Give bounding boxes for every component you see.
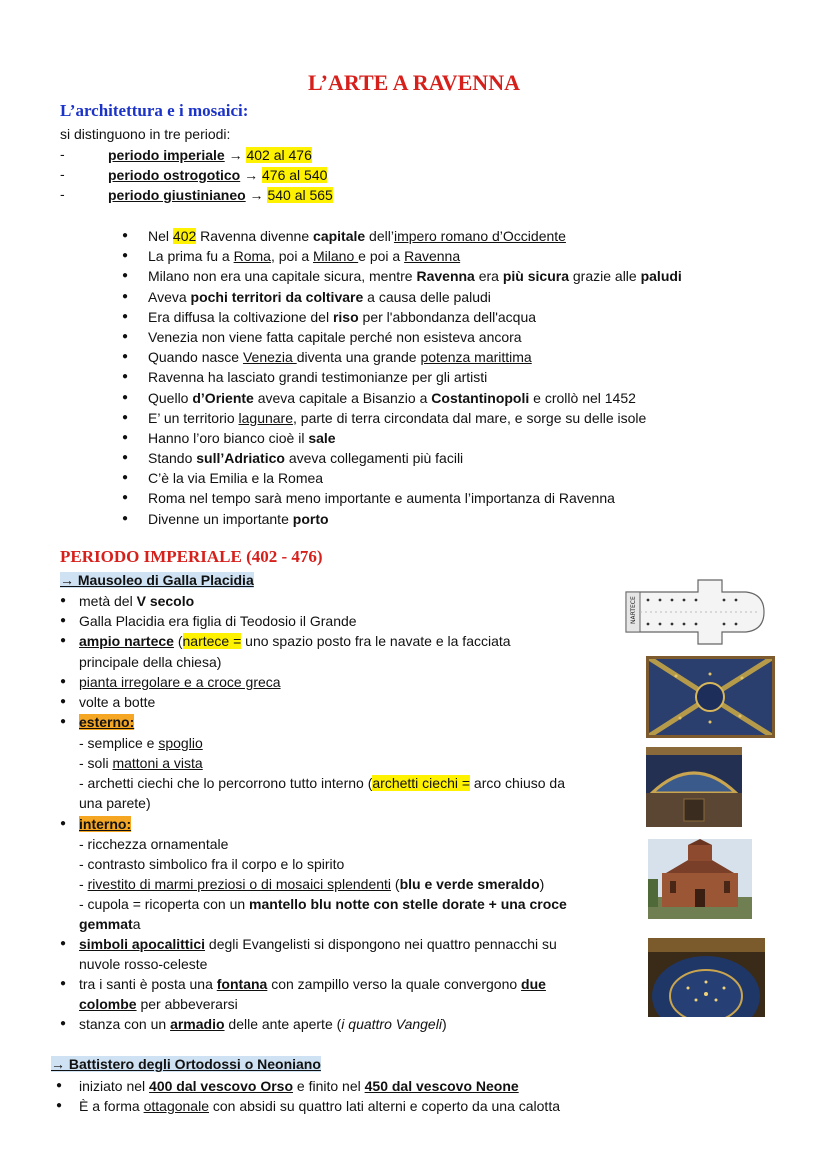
facts-list	[122, 227, 682, 530]
period-name: periodo imperiale	[108, 147, 225, 163]
lunette-mosaic-image	[646, 747, 742, 827]
list-item: ● La prima fu a Roma, poi a Milano e poi a Ravenna	[122, 247, 682, 267]
page-title: L’ARTE A RAVENNA	[308, 70, 520, 95]
dash: -	[60, 146, 65, 162]
bullet-dot: ●	[60, 938, 67, 949]
dash: -	[60, 186, 65, 202]
bullet-dot: ●	[60, 716, 67, 727]
mausoleo-line: stanza con un armadio delle ante aperte (i quattro Vangeli)	[79, 1016, 447, 1032]
arrow: →	[245, 187, 268, 203]
mausoleo-line: gemmata	[79, 916, 141, 932]
list-item: ● Quello d’Oriente aveva capitale a Bisanzio a Costantinopoli e crollò nel 1452	[122, 389, 682, 409]
exterior-building-image	[648, 839, 752, 919]
vault-mosaic-image	[646, 656, 775, 738]
mausoleo-line: volte a botte	[79, 694, 156, 710]
bullet-dot: ●	[60, 635, 67, 646]
mausoleo-line: principale della chiesa)	[79, 654, 222, 670]
battistero-line: È a forma ottagonale con absidi su quattro lati alterni e coperto da una calotta	[79, 1098, 560, 1114]
list-item: ● Aveva pochi territori da coltivare a causa delle paludi	[122, 288, 682, 308]
list-item: ● Nel 402 Ravenna divenne capitale dell’impero romano d’Occidente	[122, 227, 682, 247]
bullet-dot: ●	[60, 676, 67, 687]
period-range: 476 al 540	[262, 167, 328, 183]
subheading-mausoleo: → Mausoleo di Galla Placidia	[60, 572, 254, 588]
plan-label: NARTECE	[630, 596, 637, 624]
period-range: 540 al 565	[267, 187, 333, 203]
period-name: periodo giustinianeo	[108, 187, 246, 203]
list-item: ● E’ un territorio lagunare, parte di terra circondata dal mare, e sorge su delle isole	[122, 409, 682, 429]
bullet-dot: ●	[56, 1100, 63, 1111]
period-label	[108, 146, 312, 164]
mausoleo-line: metà del V secolo	[79, 593, 195, 609]
mausoleo-line: - semplice e spoglio	[79, 735, 203, 751]
mausoleo-line: - archetti ciechi che lo percorrono tutto interno (archetti ciechi = arco chiuso da	[79, 775, 565, 791]
bullet-dot: ●	[60, 595, 67, 606]
label-esterno: esterno:	[79, 714, 135, 730]
mausoleo-line: Galla Placidia era figlia di Teodosio il Grande	[79, 613, 357, 629]
period-name: periodo ostrogotico	[108, 167, 241, 183]
section-heading-architettura: L’architettura e i mosaici:	[60, 101, 249, 120]
period-range: 402 al 476	[246, 147, 312, 163]
intro-subtitle: si distinguono in tre periodi:	[60, 126, 231, 142]
subheading-battistero: → Battistero degli Ortodossi o Neoniano	[51, 1056, 321, 1072]
mausoleo-line: colombe per abbeverarsi	[79, 996, 238, 1012]
list-item: ● Venezia non viene fatta capitale perché non esisteva ancora	[122, 328, 682, 348]
period-label	[108, 166, 327, 184]
bullet-dot: ●	[60, 615, 67, 626]
mausoleo-line: ampio nartece (nartece = uno spazio posto fra le navate e la facciata	[79, 633, 511, 649]
list-item: ● Stando sull’Adriatico aveva collegamenti più facili	[122, 449, 682, 469]
floor-plan-image	[618, 574, 770, 650]
bullet-dot: ●	[60, 818, 67, 829]
bullet-dot: ●	[60, 978, 67, 989]
list-item: ● Divenne un importante porto	[122, 510, 682, 530]
mausoleo-line: tra i santi è posta una fontana con zampillo verso la quale convergono due	[79, 976, 546, 992]
list-item: ● Hanno l’oro bianco cioè il sale	[122, 429, 682, 449]
period-label	[108, 186, 333, 204]
mausoleo-line: - soli mattoni a vista	[79, 755, 203, 771]
list-item: ● Roma nel tempo sarà meno importante e aumenta l’importanza di Ravenna	[122, 489, 682, 509]
battistero-line: iniziato nel 400 dal vescovo Orso e finito nel 450 dal vescovo Neone	[79, 1078, 519, 1094]
bullet-dot: ●	[60, 1018, 67, 1029]
mausoleo-line: una parete)	[79, 795, 151, 811]
section-heading-imperiale: PERIODO IMPERIALE (402 - 476)	[60, 547, 323, 566]
arrow: →	[224, 147, 247, 163]
mausoleo-line: pianta irregolare e a croce greca	[79, 674, 281, 690]
list-item: ● Quando nasce Venezia diventa una grande potenza marittima	[122, 348, 682, 368]
mausoleo-line: - ricchezza ornamentale	[79, 836, 229, 852]
bullet-dot: ●	[60, 696, 67, 707]
list-item: ● C’è la via Emilia e la Romea	[122, 469, 682, 489]
label-interno: interno:	[79, 816, 132, 832]
arrow: →	[240, 167, 262, 183]
list-item: ● Milano non era una capitale sicura, mentre Ravenna era più sicura grazie alle paludi	[122, 267, 682, 287]
mausoleo-line: nuvole rosso-celeste	[79, 956, 208, 972]
mausoleo-line: - cupola = ricoperta con un mantello blu notte con stelle dorate + una croce	[79, 896, 567, 912]
list-item: ● Era diffusa la coltivazione del riso per l'abbondanza dell'acqua	[122, 308, 682, 328]
bullet-dot: ●	[56, 1080, 63, 1091]
mausoleo-line: - rivestito di marmi preziosi o di mosaici splendenti (blu e verde smeraldo)	[79, 876, 545, 892]
list-item: ● Ravenna ha lasciato grandi testimonianze per gli artisti	[122, 368, 682, 388]
dome-mosaic-image	[648, 938, 765, 1017]
mausoleo-line: - contrasto simbolico fra il corpo e lo spirito	[79, 856, 345, 872]
dash: -	[60, 166, 65, 182]
mausoleo-line: simboli apocalittici degli Evangelisti si dispongono nei quattro pennacchi su	[79, 936, 557, 952]
